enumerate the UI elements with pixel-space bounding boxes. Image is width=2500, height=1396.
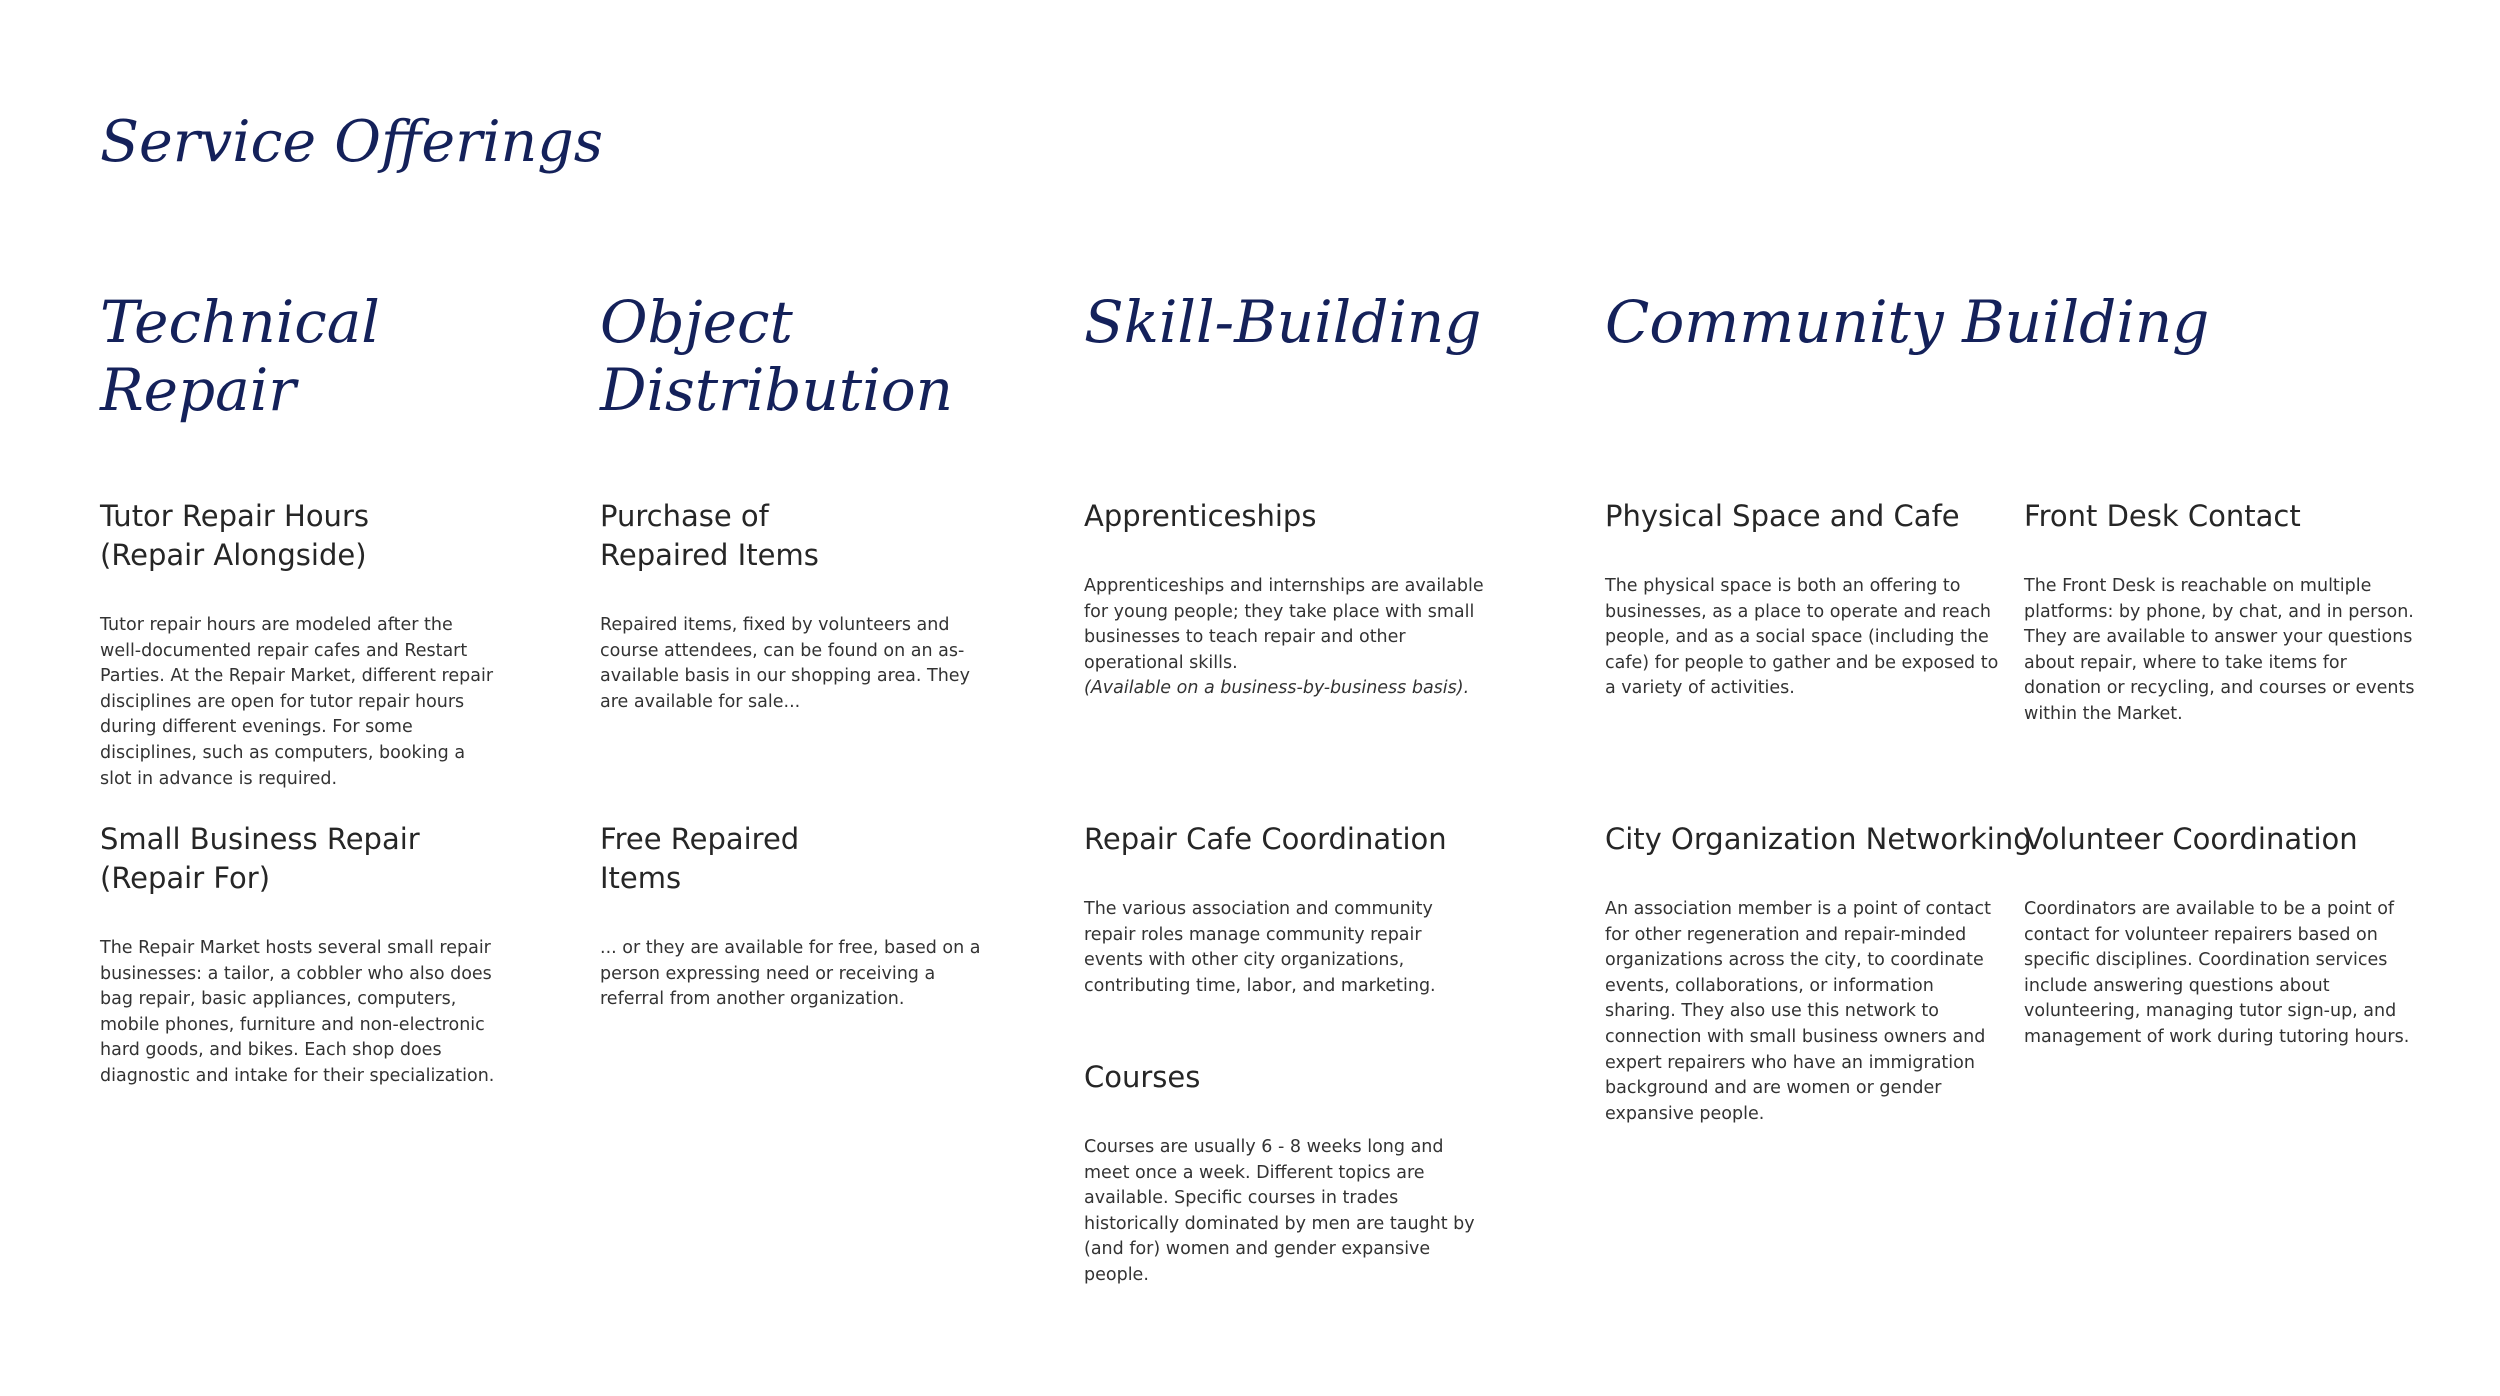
service-title: Free Repaired Items [600, 822, 800, 895]
category-heading-line: Repair [100, 356, 296, 424]
service-block-tutor-repair [100, 497, 495, 792]
service-description: Coordinators are available to be a point of contact for volunteer repairers based on specific disciplines. Coordination services include answering questions about volunteering, managing tutor sign-up, and management of work during tutoring hours. [2024, 899, 2410, 1047]
page-title: Service Offerings [100, 109, 604, 175]
category-heading-skill-building [1084, 288, 1481, 356]
service-description: The various association and community repair roles manage community repair events with other city organizations, contributing time, labor, and marketing. [1084, 899, 1436, 996]
service-description [1084, 574, 1484, 702]
category-heading-line: Technical [100, 288, 380, 356]
category-heading-object-distribution [600, 288, 953, 424]
service-description: The Repair Market hosts several small repair businesses: a tailor, a cobbler who also does bag repair, basic appliances, computers, mobile phones, furniture and non-electronic hard goods, and bikes. Each shop does diagnostic and intake for their specialization. [100, 938, 495, 1086]
service-description: An association member is a point of contact for other regeneration and repair-minded organizations across the city, to coordinate events, collaborations, or information sharing. They also use this network to connection with small business owners and expert repairers who have an immigration background and are women or gender expansive people. [1605, 899, 1992, 1124]
service-title: Physical Space and Cafe [1605, 499, 1960, 533]
category-heading-line: Object [600, 288, 793, 356]
service-title: Front Desk Contact [2024, 499, 2301, 533]
service-block-purchase-repaired-items [600, 497, 995, 715]
service-block-small-business-repair [100, 820, 495, 1090]
service-block-volunteer-coordination [2024, 820, 2424, 1051]
service-description: Repaired items, fixed by volunteers and course attendees, can be found on an as-available basis in our shopping area. They are available for sale... [600, 615, 970, 712]
service-title: Tutor Repair Hours (Repair Alongside) [100, 499, 369, 572]
service-title: Apprenticeships [1084, 499, 1317, 533]
service-title: City Organization Networking [1605, 822, 2032, 856]
service-block-city-organization-networking [1605, 820, 2032, 1127]
service-note: (Available on a business-by-business basis). [1084, 678, 1470, 699]
service-block-repair-cafe-coordination [1084, 820, 1484, 999]
service-description: Tutor repair hours are modeled after the well-documented repair cafes and Restart Parties. At the Repair Market, different repair disciplines are open for tutor repair hours during different evenings. For some disciplines, such as computers, booking a slot in advance is required. [100, 615, 494, 789]
service-block-front-desk-contact [2024, 497, 2424, 728]
service-block-physical-space-and-cafe [1605, 497, 2010, 702]
service-title: Volunteer Coordination [2024, 822, 2358, 856]
service-title: Purchase of Repaired Items [600, 499, 819, 572]
service-block-courses [1084, 1058, 1484, 1289]
service-title: Small Business Repair (Repair For) [100, 822, 420, 895]
category-heading-line: Skill-Building [1084, 288, 1482, 356]
service-description: ... or they are available for free, based on a person expressing need or receiving a referral from another organization. [600, 938, 981, 1010]
service-block-apprenticeships [1084, 497, 1484, 702]
category-heading-community-building [1605, 288, 2209, 356]
service-block-free-repaired-items [600, 820, 995, 1013]
category-heading-technical-repair [100, 288, 380, 424]
service-description: The Front Desk is reachable on multiple platforms: by phone, by chat, and in person. They are available to answer your questions about repair, where to take items for donation or recycling, and courses or events within the Market. [2024, 576, 2415, 724]
service-title: Courses [1084, 1060, 1201, 1094]
category-heading-line: Distribution [600, 356, 954, 424]
service-description: The physical space is both an offering to businesses, as a place to operate and reach people, and as a social space (including the cafe) for people to gather and be exposed to a variety of activities. [1605, 576, 1999, 699]
service-title: Repair Cafe Coordination [1084, 822, 1447, 856]
service-description: Courses are usually 6 - 8 weeks long and meet once a week. Different topics are available. Specific courses in trades historically dominated by men are taught by (and for) women and gender expansive people. [1084, 1137, 1475, 1285]
service-description-text: Apprenticeships and internships are available for young people; they take place with small businesses to teach repair and other operational skills. [1084, 576, 1484, 673]
category-heading-line: Community Building [1605, 288, 2210, 356]
